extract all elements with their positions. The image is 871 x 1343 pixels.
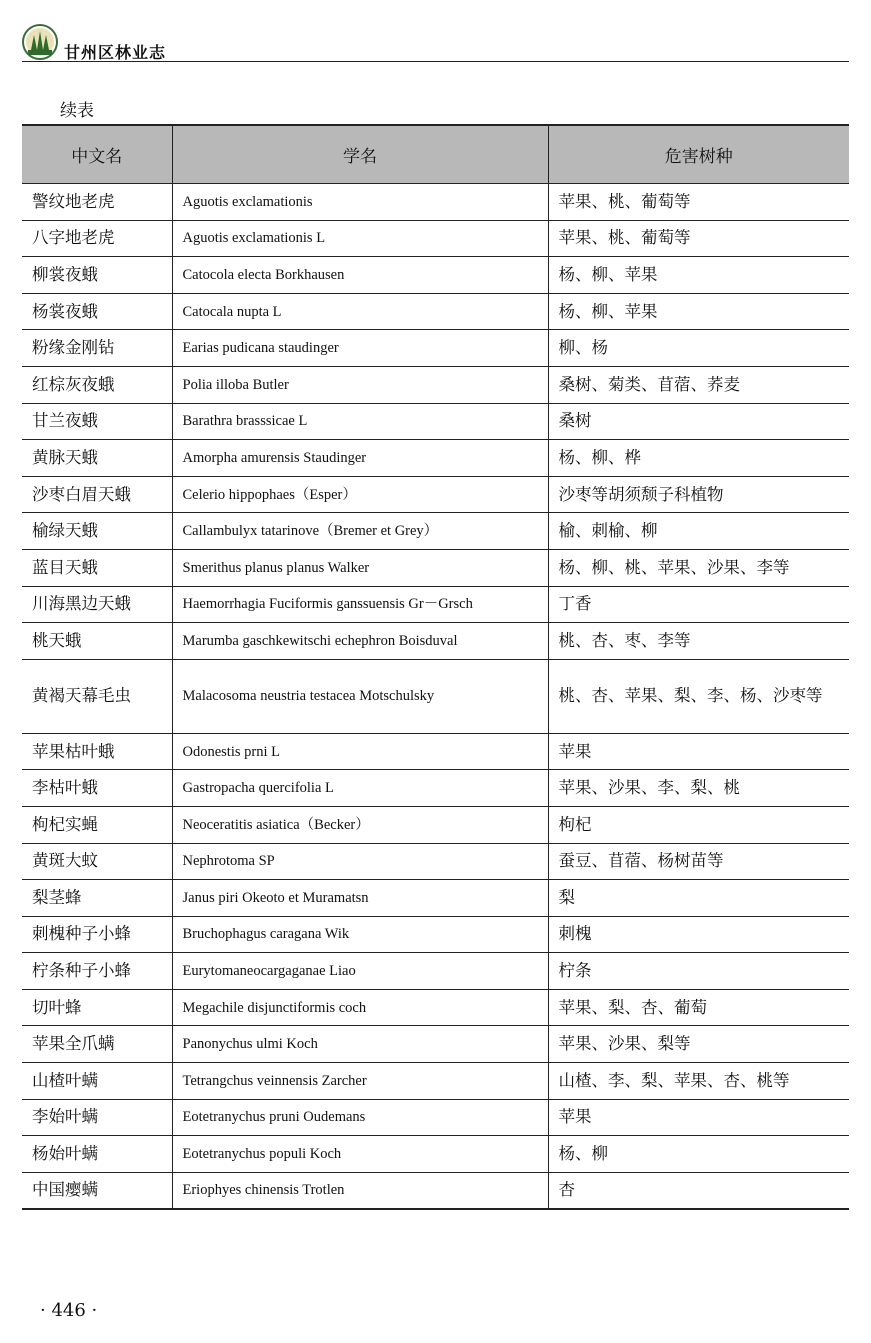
cell-chinese-name: 梨茎蜂 (22, 880, 172, 917)
table-row (22, 843, 849, 880)
cell-host-trees: 杏 (548, 1172, 849, 1209)
table-row (22, 770, 849, 807)
cell-chinese-name: 切叶蜂 (22, 989, 172, 1026)
cell-chinese-name: 榆绿天蛾 (22, 513, 172, 550)
cell-chinese-name: 甘兰夜蛾 (22, 403, 172, 440)
cell-chinese-name: 黄褐天幕毛虫 (22, 659, 172, 733)
cell-scientific-name: Aguotis exclamationis L (172, 220, 548, 257)
cell-chinese-name: 红棕灰夜蛾 (22, 366, 172, 403)
cell-host-trees: 柳、杨 (548, 330, 849, 367)
cell-scientific-name: Eurytomaneocargaganae Liao (172, 953, 548, 990)
pest-table (22, 124, 849, 1210)
cell-scientific-name: Janus piri Okeoto et Muramatsn (172, 880, 548, 917)
cell-host-trees: 丁香 (548, 586, 849, 623)
cell-host-trees: 柠条 (548, 953, 849, 990)
cell-host-trees: 杨、柳 (548, 1136, 849, 1173)
table-row (22, 220, 849, 257)
table-row (22, 586, 849, 623)
cell-chinese-name: 黄斑大蚊 (22, 843, 172, 880)
cell-scientific-name: Eotetranychus populi Koch (172, 1136, 548, 1173)
cell-chinese-name: 山楂叶螨 (22, 1063, 172, 1100)
table-row (22, 330, 849, 367)
cell-host-trees: 杨、柳、桃、苹果、沙果、李等 (548, 549, 849, 586)
cell-host-trees: 苹果 (548, 733, 849, 770)
table-row (22, 989, 849, 1026)
cell-scientific-name: Neoceratitis asiatica（Becker） (172, 806, 548, 843)
cell-host-trees: 苹果、梨、杏、葡萄 (548, 989, 849, 1026)
table-continued-label: 续表 (60, 101, 94, 121)
cell-chinese-name: 杨裳夜蛾 (22, 293, 172, 330)
cell-host-trees: 苹果、桃、葡萄等 (548, 184, 849, 221)
cell-chinese-name: 刺槐种子小蜂 (22, 916, 172, 953)
table-row (22, 1063, 849, 1100)
table-row (22, 184, 849, 221)
cell-scientific-name: Malacosoma neustria testacea Motschulsky (172, 659, 548, 733)
table-row (22, 659, 849, 733)
header-divider (22, 61, 849, 62)
cell-host-trees: 蚕豆、苜蓿、杨树苗等 (548, 843, 849, 880)
page-header (22, 22, 849, 62)
cell-chinese-name: 杨始叶螨 (22, 1136, 172, 1173)
cell-scientific-name: Callambulyx tatarinove（Bremer et Grey） (172, 513, 548, 550)
cell-host-trees: 苹果、桃、葡萄等 (548, 220, 849, 257)
cell-scientific-name: Marumba gaschkewitschi echephron Boisduval (172, 623, 548, 660)
cell-scientific-name: Earias pudicana staudinger (172, 330, 548, 367)
cell-chinese-name: 蓝目天蛾 (22, 549, 172, 586)
cell-host-trees: 杨、柳、苹果 (548, 293, 849, 330)
cell-host-trees: 山楂、李、梨、苹果、杏、桃等 (548, 1063, 849, 1100)
table-header-row (22, 125, 849, 184)
column-header-host-trees: 危害树种 (548, 125, 849, 184)
book-title: 甘州区林业志 (64, 43, 167, 62)
cell-host-trees: 枸杞 (548, 806, 849, 843)
table-row (22, 1136, 849, 1173)
cell-chinese-name: 沙枣白眉天蛾 (22, 476, 172, 513)
table-row (22, 293, 849, 330)
table-row (22, 257, 849, 294)
cell-host-trees: 杨、柳、苹果 (548, 257, 849, 294)
cell-host-trees: 苹果 (548, 1099, 849, 1136)
cell-scientific-name: Celerio hippophaes（Esper） (172, 476, 548, 513)
cell-host-trees: 桑树 (548, 403, 849, 440)
table-row (22, 1099, 849, 1136)
cell-chinese-name: 苹果枯叶蛾 (22, 733, 172, 770)
cell-scientific-name: Bruchophagus caragana Wik (172, 916, 548, 953)
cell-scientific-name: Panonychus ulmi Koch (172, 1026, 548, 1063)
cell-chinese-name: 柠条种子小蜂 (22, 953, 172, 990)
cell-host-trees: 沙枣等胡须颓子科植物 (548, 476, 849, 513)
cell-chinese-name: 枸杞实蝇 (22, 806, 172, 843)
cell-chinese-name: 苹果全爪螨 (22, 1026, 172, 1063)
cell-chinese-name: 李枯叶蛾 (22, 770, 172, 807)
cell-chinese-name: 八字地老虎 (22, 220, 172, 257)
column-header-chinese-name: 中文名 (22, 125, 172, 184)
table-row (22, 623, 849, 660)
cell-scientific-name: Barathra brasssicae L (172, 403, 548, 440)
column-header-scientific-name: 学名 (172, 125, 548, 184)
cell-scientific-name: Tetrangchus veinnensis Zarcher (172, 1063, 548, 1100)
cell-scientific-name: Catocola electa Borkhausen (172, 257, 548, 294)
cell-host-trees: 桑树、菊类、苜蓿、荞麦 (548, 366, 849, 403)
table-row (22, 440, 849, 477)
cell-chinese-name: 李始叶螨 (22, 1099, 172, 1136)
cell-chinese-name: 川海黑边天蛾 (22, 586, 172, 623)
table-row (22, 1172, 849, 1209)
table-row (22, 403, 849, 440)
table-row (22, 513, 849, 550)
table-row (22, 806, 849, 843)
forest-logo-icon (22, 24, 58, 60)
cell-chinese-name: 桃天蛾 (22, 623, 172, 660)
cell-host-trees: 榆、刺榆、柳 (548, 513, 849, 550)
cell-scientific-name: Gastropacha quercifolia L (172, 770, 548, 807)
table-row (22, 953, 849, 990)
table-row (22, 476, 849, 513)
cell-scientific-name: Megachile disjunctiformis coch (172, 989, 548, 1026)
cell-host-trees: 梨 (548, 880, 849, 917)
cell-host-trees: 苹果、沙果、梨等 (548, 1026, 849, 1063)
cell-scientific-name: Smerithus planus planus Walker (172, 549, 548, 586)
cell-scientific-name: Haemorrhagia Fuciformis ganssuensis Gr－Grsch (172, 586, 548, 623)
cell-scientific-name: Eotetranychus pruni Oudemans (172, 1099, 548, 1136)
table-row (22, 916, 849, 953)
cell-scientific-name: Eriophyes chinensis Trotlen (172, 1172, 548, 1209)
table-row (22, 880, 849, 917)
table-row (22, 1026, 849, 1063)
cell-host-trees: 苹果、沙果、李、梨、桃 (548, 770, 849, 807)
table-row (22, 549, 849, 586)
cell-host-trees: 刺槐 (548, 916, 849, 953)
page-number: · 446 · (40, 1300, 98, 1321)
cell-chinese-name: 黄脉天蛾 (22, 440, 172, 477)
cell-chinese-name: 中国瘿螨 (22, 1172, 172, 1209)
cell-scientific-name: Polia illoba Butler (172, 366, 548, 403)
cell-scientific-name: Nephrotoma SP (172, 843, 548, 880)
table-row (22, 733, 849, 770)
cell-scientific-name: Aguotis exclamationis (172, 184, 548, 221)
cell-host-trees: 杨、柳、桦 (548, 440, 849, 477)
cell-host-trees: 桃、杏、枣、李等 (548, 623, 849, 660)
cell-chinese-name: 警纹地老虎 (22, 184, 172, 221)
cell-chinese-name: 柳裳夜蛾 (22, 257, 172, 294)
cell-scientific-name: Odonestis prni L (172, 733, 548, 770)
cell-chinese-name: 粉缘金刚钻 (22, 330, 172, 367)
cell-scientific-name: Amorpha amurensis Staudinger (172, 440, 548, 477)
cell-host-trees: 桃、杏、苹果、梨、李、杨、沙枣等 (548, 659, 849, 733)
table-row (22, 366, 849, 403)
cell-scientific-name: Catocala nupta L (172, 293, 548, 330)
